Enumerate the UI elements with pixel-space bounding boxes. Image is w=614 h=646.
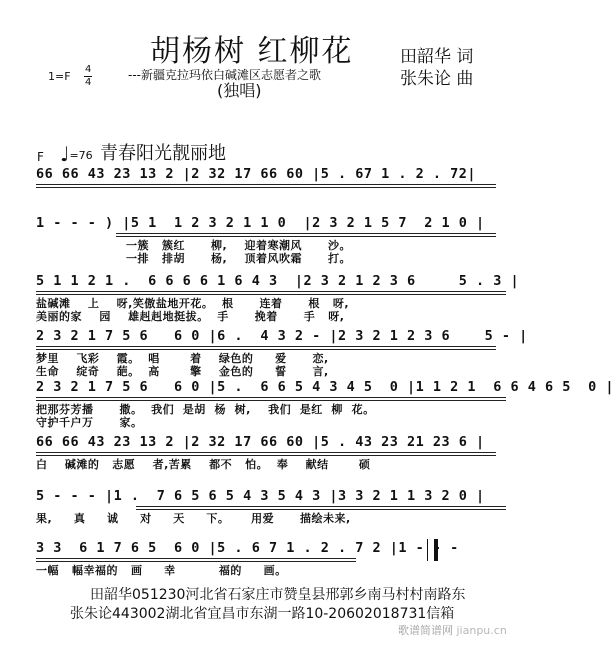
lyricist-address: 田韶华051230河北省石家庄市赞皇县邢郭乡南马村村南路东 [90, 587, 466, 603]
final-barline [427, 539, 438, 561]
lyricist-credit: 田韶华 词 [400, 47, 474, 67]
tempo-marking [60, 142, 93, 166]
song-title: 胡杨树 红柳花 [150, 34, 354, 69]
lyric-verse-1: 果, 真 诚 对 天 下。 用爱 描绘未来, [36, 512, 351, 525]
lyric-verse-2: 守护千户万 家。 [36, 416, 143, 429]
score-line [36, 166, 510, 190]
composer-address: 张朱论443002湖北省宜昌市东湖一路10-20602018731信箱 [70, 606, 455, 622]
notation: 66 66 43 23 13 2 |2 32 17 66 60 |5 . 43 23 21 23 6 | [36, 434, 485, 450]
time-signature-bottom: 4 [85, 77, 92, 88]
lyric-verse-1: 把那芬芳播 撒。 我们 是胡 杨 树, 我们 是红 柳 花。 [36, 403, 375, 416]
lyric-verse-1: 梦里 飞彩 霞。 唱 着 绿色的 爱 恋, [36, 352, 329, 365]
lyric-verse-1: 一幅 幅幸福的 画 幸 福的 画。 [36, 564, 287, 577]
lyric-verse-2: 一排 排胡 杨, 顶着风吹霜 打。 [126, 252, 351, 265]
notation: 5 1 1 2 1 . 6 6 6 6 1 6 4 3 |2 3 2 1 2 3 6 5 . 3 | [36, 273, 520, 289]
watermark-url: jianpu.cn [456, 624, 507, 637]
time-signature [84, 64, 92, 89]
tempo-key-mark: F [37, 150, 44, 164]
score-line [36, 328, 528, 378]
tempo-bpm: =76 [69, 149, 93, 162]
song-subtitle: ---新疆克拉玛依白碱滩区志愿者之歌 [128, 68, 321, 82]
expression-marking: 青春阳光靓丽地 [100, 143, 226, 164]
score-line [36, 434, 510, 471]
time-signature-top: 4 [85, 64, 92, 75]
lyric-verse-2: 生命 绽奇 葩。 高 擎 金色的 誓 言, [36, 365, 329, 378]
notation: 1 - - - ) |5 1 1 2 3 2 1 1 0 |2 3 2 1 5 7 2 1 0 | [36, 215, 485, 231]
notation: 3 3 6 1 7 6 5 6 0 |5 . 6 7 1 . 2 . 7 2 |1 - - - [36, 540, 459, 556]
key-signature: 1=F [48, 70, 71, 83]
lyric-verse-1: 白 碱滩的 志愿 者,苦累 都不 怕。 奉 献结 硕 [36, 458, 371, 471]
performance-type: (独唱) [217, 81, 262, 100]
notation: 66 66 43 23 13 2 |2 32 17 66 60 |5 . 67 1 . 2 . 72| [36, 166, 477, 182]
lyric-verse-1: 盐碱滩 上 呀,笑傲盐地开花。 根 连着 根 呀, [36, 297, 350, 310]
beam-line [36, 184, 496, 188]
lyric-verse-2: 美丽的家 园 雄赳赳地挺拔。 手 挽着 手 呀, [36, 310, 345, 323]
score-line [36, 488, 510, 525]
notation: 5 - - - |1 . 7 6 5 6 5 4 3 5 4 3 |3 3 2 1 1 3 2 0 | [36, 488, 485, 504]
score-line [36, 379, 614, 429]
score-line [36, 540, 510, 577]
notation: 2 3 2 1 7 5 6 6 0 |5 . 6 6 5 4 3 4 5 0 |1 1 2 1 6 6 4 6 5 0 | [36, 379, 614, 395]
composer-credit: 张朱论 曲 [400, 69, 474, 89]
quarter-note-icon: ♩ [60, 142, 70, 166]
score-line [36, 215, 510, 265]
notation: 2 3 2 1 7 5 6 6 0 |6 . 4 3 2 - |2 3 2 1 2 3 6 5 - | [36, 328, 528, 344]
watermark-text: 歌谱简谱网 [398, 624, 453, 637]
score-line [36, 273, 520, 323]
site-watermark [398, 622, 507, 638]
lyric-verse-1: 一簇 簇红 柳, 迎着寒潮风 沙。 [126, 239, 351, 252]
